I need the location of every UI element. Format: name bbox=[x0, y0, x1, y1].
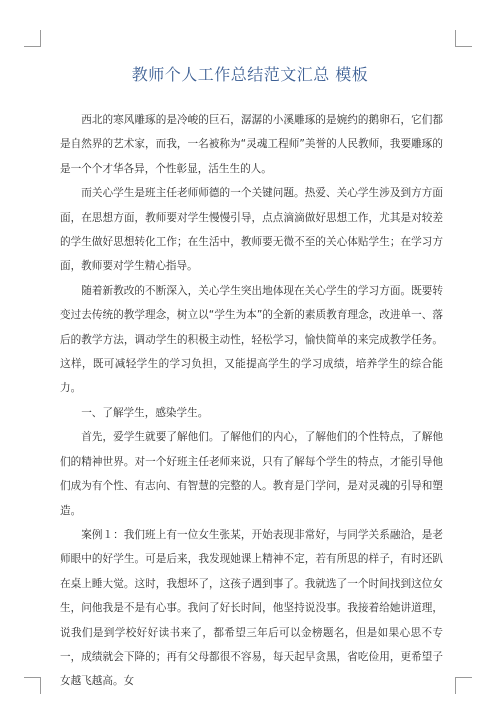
section-heading-1: 一、了解学生，感染学生。 bbox=[81, 406, 209, 419]
crop-mark-bottom-left bbox=[24, 677, 41, 694]
paragraph-understanding: 首先，爱学生就要了解他们。了解他们的内心，了解他们的个性特点，了解他们的精神世界。对一个好班主任老师来说，只有了解每个学生的特点，才能引导他们成为有个性、有志向、有智慧的完整的人。教育是门学问，是对灵魂的引导和塑造。 bbox=[60, 431, 443, 517]
paragraph-reform: 随着新教改的不断深入，关心学生突出地体现在关心学生的学习方面。既要转变过去传统的教学理念，树立以“学生为本”的全新的素质教育理念，改进单一、落后的教学方法，调动学生的积极主动性，轻松学习，愉快简单的来完成教学任务。这样，既可减轻学生的学习负担，又能提高学生的学习成绩，培养学生的综合能力。 bbox=[60, 284, 443, 395]
document-body bbox=[60, 108, 443, 694]
paragraph-case-1: 案例１：我们班上有一位女生张某，开始表现非常好，与同学关系融洽，是老师眼中的好学生。可是后来，我发现她课上精神不定，若有所思的样子，有时还趴在桌上睡大觉。这时，我想坏了，这孩子遇到事了。我就选了一个时间找到这位女生，问他我是不是有心事。我问了好长时间，他坚持说没事。我接着给她讲道理，说我们是到学校好好读书来了，都希望三年后可以金榜题名，但是如果心思不专一，成绩就会下降的；再有父母都很不容易，每天起早贪黑，省吃俭用，更希望子女越飞越高。女 bbox=[60, 528, 443, 688]
crop-mark-bottom-right bbox=[455, 677, 472, 694]
paragraph-intro: 西北的寒风雕琢的是冷峻的巨石，潺潺的小溪雕琢的是婉约的鹅卵石，它们都是自然界的艺术家，而我，一名被称为“灵魂工程师”美誉的人民教师，我要雕琢的是一个个才华各异，个性彰显，活生生的人。 bbox=[60, 114, 443, 175]
document-title: 教师个人工作总结范文汇总 模板 bbox=[131, 65, 369, 84]
crop-mark-top-left bbox=[24, 30, 41, 47]
crop-mark-top-right bbox=[455, 30, 472, 47]
paragraph-caring: 而关心学生是班主任老师师德的一个关键问题。热爱、关心学生涉及到方方面面，在思想方面，教师要对学生慢慢引导，点点滴滴做好思想工作，尤其是对较差的学生做好思想转化工作；在生活中，教师要无微不至的关心体贴学生；在学习方面，教师要对学生精心指导。 bbox=[60, 187, 443, 273]
